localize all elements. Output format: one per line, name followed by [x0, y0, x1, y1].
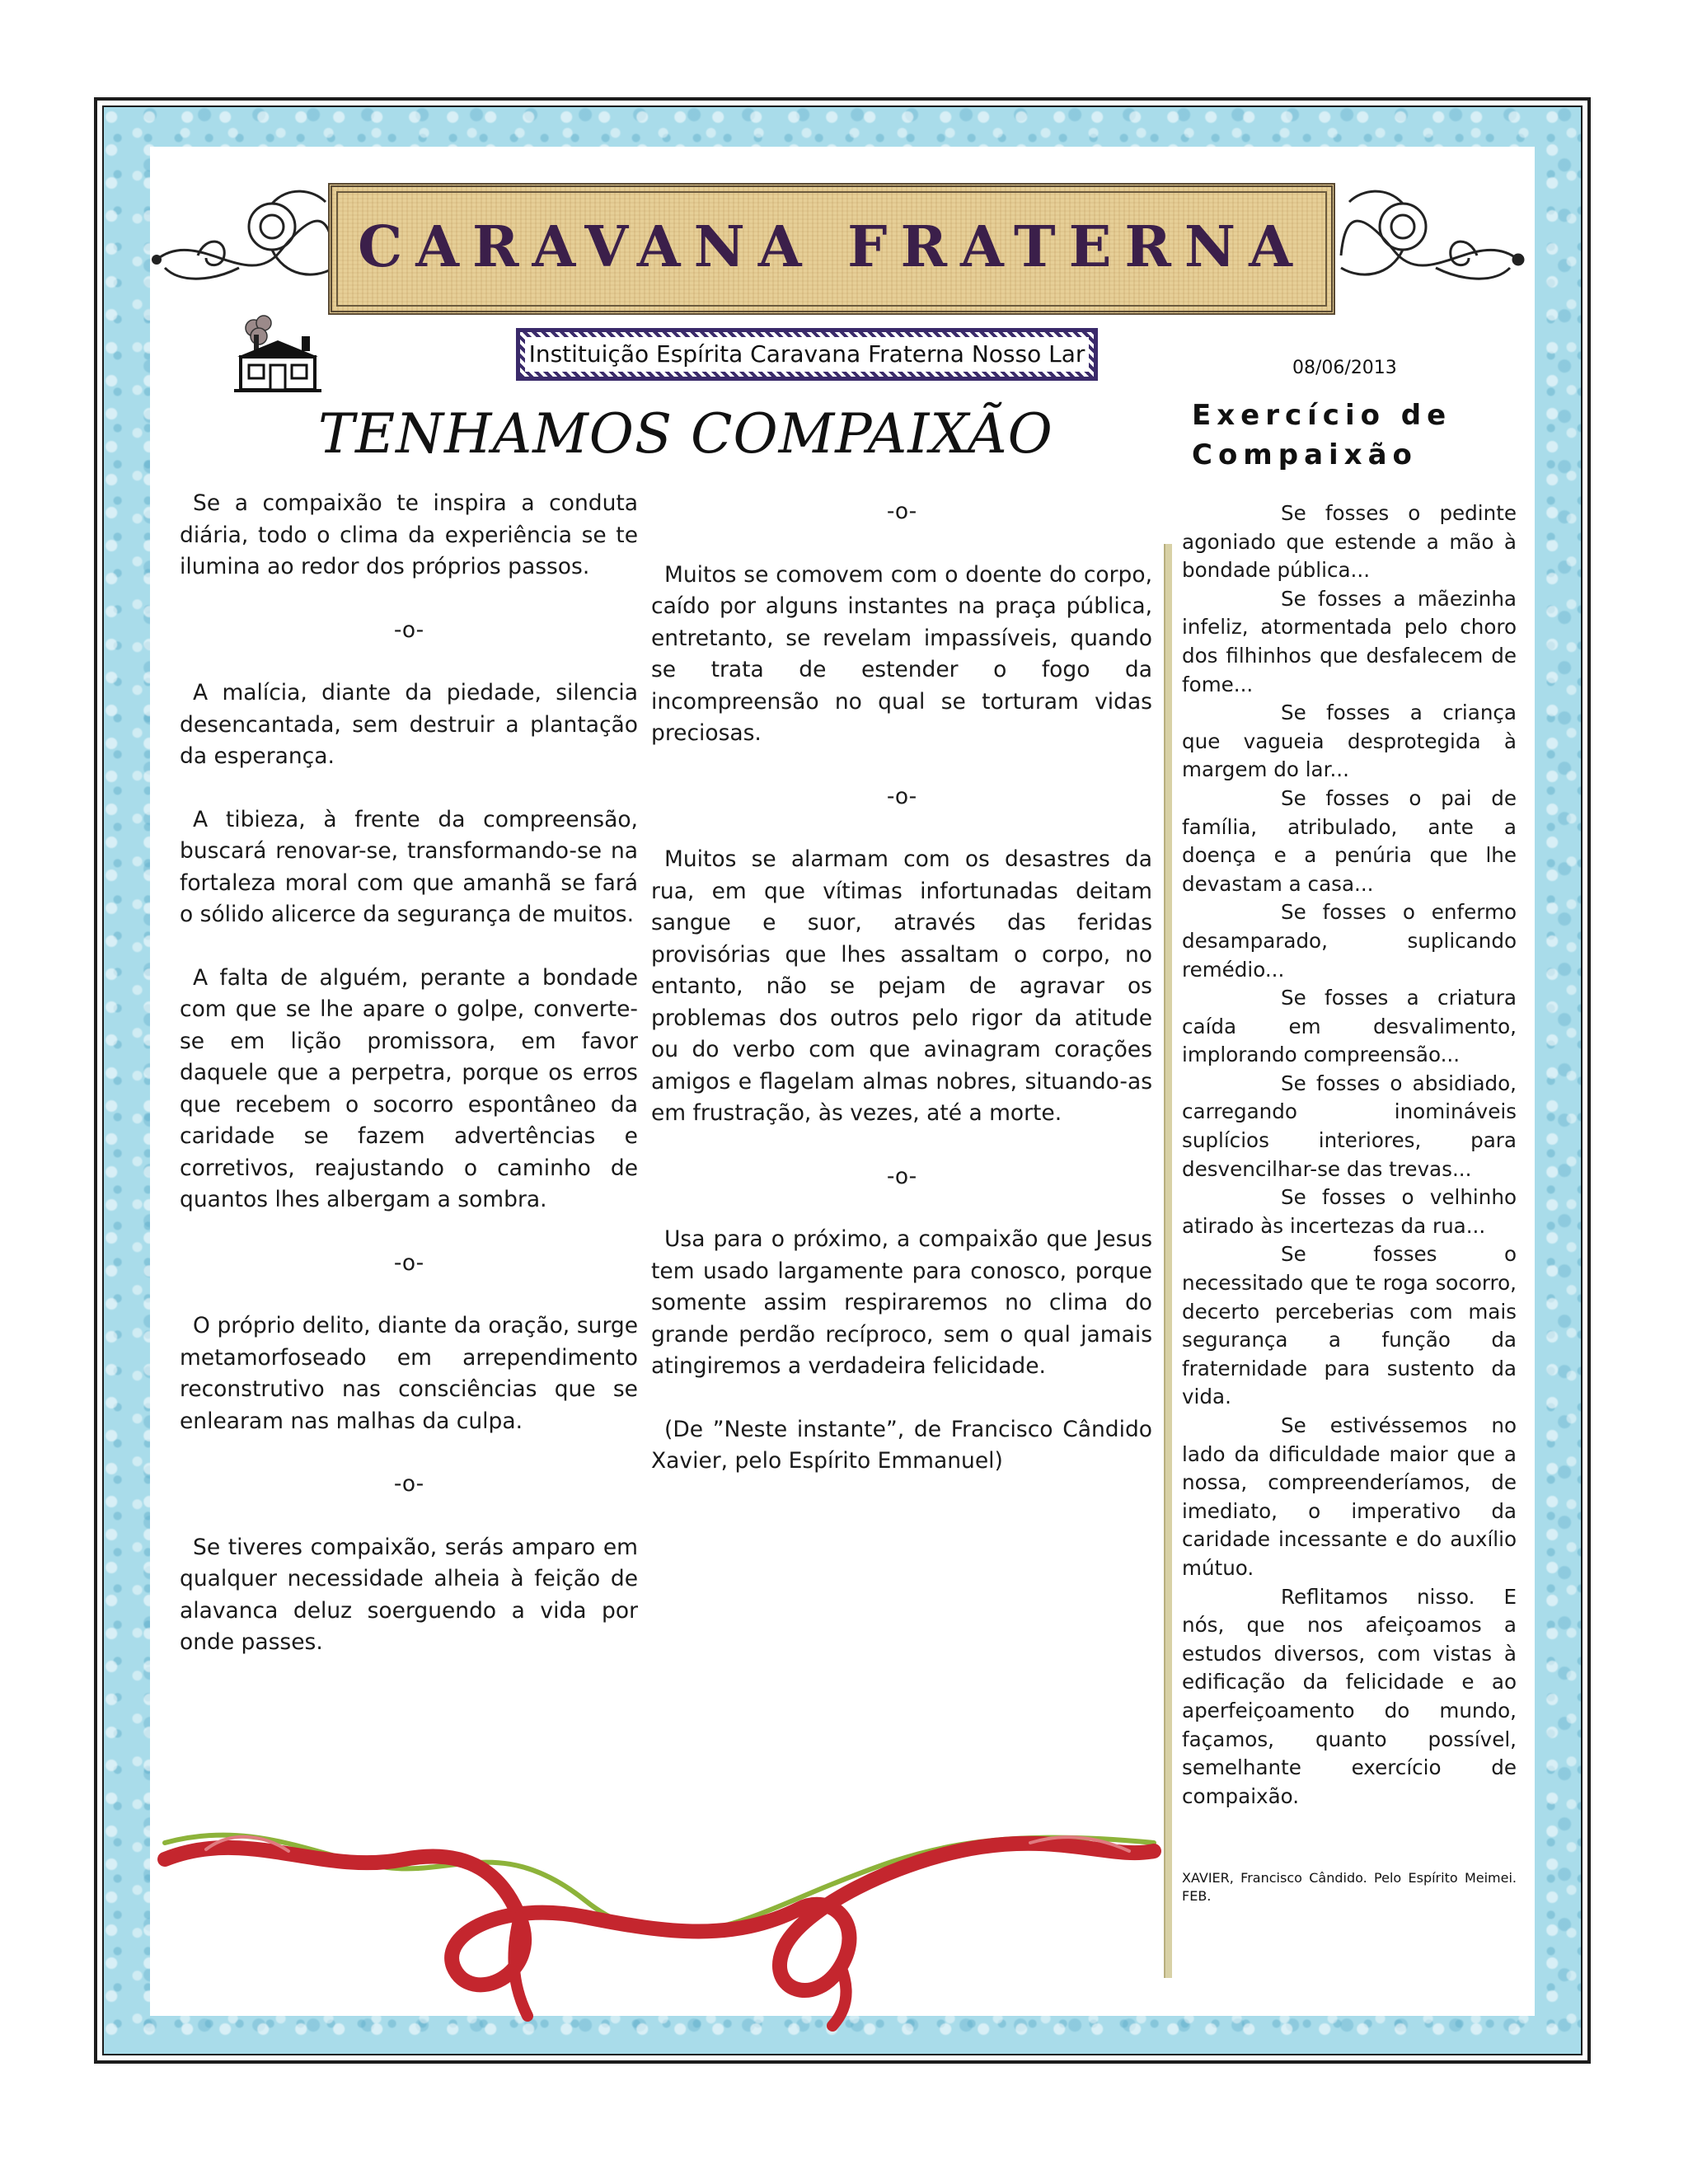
- issue-date: 08/06/2013: [1292, 358, 1397, 378]
- sidebar-paragraph: Reflitamos nisso. E nós, que nos afeiçoamos a estudos diversos, com vistas à edificação da felicidade e ao aperfeiçoamento do mundo, façamos, quanto possível, semelhante exercício de compaixão.: [1182, 1584, 1517, 1808]
- institution-name: Instituição Espírita Caravana Fraterna Nosso Lar: [525, 337, 1089, 372]
- newsletter-title: CARAVANA FRATERNA: [358, 214, 1306, 280]
- paragraph: Usa para o próximo, a compaixão que Jesus tem usado largamente para conosco, porque somente assim respiraremos no clima do grande perdão recíproco, sem o qual jamais atingiremos a verdadeira felicidade.: [651, 1226, 1152, 1379]
- sidebar-text: [1182, 499, 1517, 1811]
- sidebar-paragraph: Se fosses o enfermo desamparado, suplicando remédio...: [1182, 900, 1517, 982]
- sidebar-paragraph: Se fosses a criança que vagueia desprotegida à margem do lar...: [1182, 701, 1517, 782]
- scroll-ornament-left-icon: [148, 177, 346, 301]
- sidebar-paragraph: Se fosses o pai de família, atribulado, ante a doença e a penúria que lhe devastam a casa...: [1182, 785, 1517, 896]
- paragraph: Se a compaixão te inspira a conduta diária, todo o clima da experiência se te ilumina ao redor dos próprios passos.: [180, 490, 638, 579]
- sidebar-paragraph: Se fosses a criatura caída em desvalimento, implorando compreensão...: [1182, 986, 1517, 1067]
- institution-label-box: [516, 328, 1098, 381]
- paragraph: Muitos se comovem com o doente do corpo, caído por alguns instantes na praça pública, entretanto, se revelam impassíveis, quando se trata de estender o fogo da incompreensão no qual se torturam vidas preciosas.: [651, 561, 1152, 746]
- separator: -o-: [886, 783, 917, 809]
- sidebar-paragraph: Se fosses o velhinho atirado às incertezas da rua...: [1182, 1185, 1517, 1238]
- separator: -o-: [393, 1471, 424, 1497]
- paragraph: A malícia, diante da piedade, silencia desencantada, sem destruir a plantação da esperança.: [180, 680, 638, 769]
- ribbon-ornament-icon: [157, 1810, 1162, 2032]
- article-title: TENHAMOS COMPAIXÃO: [318, 402, 1053, 466]
- paragraph: O próprio delito, diante da oração, surge metamorfoseado em arrependimento reconstrutivo nas consciências que se enlearam nas malhas da culpa.: [180, 1313, 638, 1434]
- sidebar-title: [1192, 396, 1464, 475]
- separator: -o-: [393, 1249, 424, 1276]
- sidebar-paragraph: Se fosses a mãezinha infeliz, atormentada pelo choro dos filhinhos que desfalecem de fome...: [1182, 586, 1517, 696]
- separator: -o-: [393, 616, 424, 643]
- sidebar-title-line-2: Compaixão: [1192, 438, 1418, 471]
- sidebar-paragraph: Se fosses o necessitado que te roga socorro, decerto perceberias com mais segurança a função da fraternidade para sustento da vida.: [1182, 1242, 1517, 1409]
- sidebar-paragraph: Se fosses o absidiado, carregando inomináveis suplícios interiores, para desvencilhar-se das trevas...: [1182, 1071, 1517, 1181]
- paragraph: A falta de alguém, perante a bondade com que se lhe apare o golpe, converte-se em lição promissora, em favor daquele que a perpetra, porque os erros que recebem o socorro espontâneo da caridade se fazem advertências e corretivos, reajustando o caminho de quantos lhes albergam a sombra.: [180, 964, 638, 1212]
- article-column-2: [651, 496, 1152, 1478]
- separator: -o-: [886, 499, 917, 524]
- house-icon: [229, 312, 326, 394]
- source-citation: (De ”Neste instante”, de Francisco Cândido Xavier, pelo Espírito Emmanuel): [651, 1416, 1152, 1474]
- sidebar-paragraph: Se fosses o pedinte agoniado que estende a mão à bondade pública...: [1182, 501, 1517, 583]
- separator: -o-: [886, 1163, 917, 1189]
- sidebar-divider: [1164, 544, 1172, 1978]
- article-column-1: [180, 488, 638, 1659]
- paragraph: A tibieza, à frente da compreensão, buscará renovar-se, transformando-se na fortaleza moral com que amanhã se fará o sólido alicerce da segurança de muitos.: [180, 806, 638, 927]
- masthead: [328, 183, 1335, 315]
- sidebar-reference: XAVIER, Francisco Cândido. Pelo Espírito Meimei. FEB.: [1182, 1870, 1517, 1904]
- sidebar-paragraph: Se estivéssemos no lado da dificuldade maior que a nossa, compreenderíamos, de imediato, o imperativo da caridade incessante e do auxílio mútuo.: [1182, 1413, 1517, 1580]
- paragraph: Se tiveres compaixão, serás amparo em qualquer necessidade alheia à feição de alavanca deluz soerguendo a vida por onde passes.: [180, 1534, 638, 1655]
- paragraph: Muitos se alarmam com os desastres da rua, em que vítimas infortunadas deitam sangue e suor, através das feridas provisórias que lhes assaltam o corpo, no entanto, não se pejam de agravar os problemas dos outros pelo rigor da atitude ou do verbo com que avinagram corações amigos e flagelam almas nobres, situando-as em frustração, às vezes, até a morte.: [651, 846, 1152, 1126]
- scroll-ornament-right-icon: [1329, 177, 1526, 301]
- sidebar-title-line-1: Exercício de: [1192, 399, 1452, 432]
